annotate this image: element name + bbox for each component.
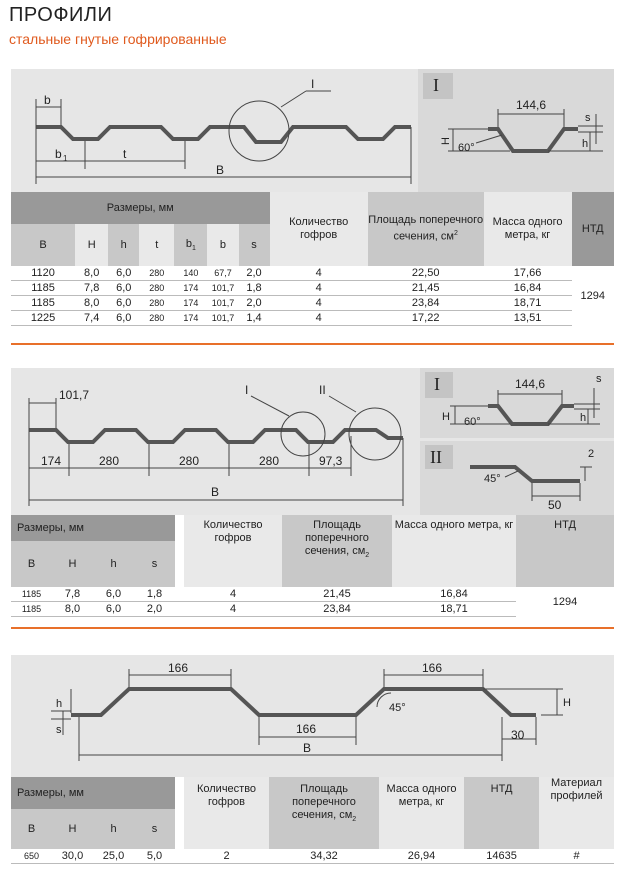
area-header: Площадь поперечного сечения, $см_2$ (269, 777, 379, 849)
detail-H: H (440, 137, 452, 145)
detail-width: 144,6 (516, 98, 547, 112)
col-s: s (134, 541, 175, 587)
sizes-header: Размеры, мм (11, 777, 175, 809)
table-row: 1225 7,4 6,0 280 174 101,7 1,4 4 17,22 13,51 (11, 311, 614, 326)
detail-width: 144,6 (515, 377, 546, 391)
profile-outline (36, 127, 411, 142)
col-H: H (52, 541, 93, 587)
spec-table-3 (11, 777, 614, 864)
profile-section-1 (11, 69, 614, 347)
dim-280-c: 280 (259, 454, 280, 468)
profile-section-2 (11, 368, 614, 630)
detail-height: 2 (588, 448, 595, 460)
col-h: h (93, 541, 134, 587)
profile-outline (29, 430, 403, 442)
table-row: 1185 8,0 6,0 2,0 4 23,84 18,71 (11, 602, 614, 617)
dim-s: s (56, 724, 62, 736)
spec-table-2 (11, 515, 614, 617)
ntd-value: 1294 (552, 595, 578, 608)
count-header: Количество гофров (184, 515, 282, 587)
mass-header: Масса одного метра, кг (379, 777, 464, 849)
detail-label-1: I (434, 374, 440, 394)
profile-drawing-3 (11, 655, 614, 777)
page-title: ПРОФИЛИ (9, 4, 113, 26)
col-H: H (75, 224, 108, 266)
dim-B: B (303, 741, 312, 755)
dim-t: t (123, 147, 127, 161)
dim-174: 174 (41, 454, 62, 468)
detail-s: s (596, 373, 602, 385)
dim-97-3: 97,3 (319, 454, 343, 468)
table-row: 650 30,0 25,0 5,0 2 34,32 26,94 14635 # (11, 849, 614, 864)
col-s: s (239, 224, 270, 266)
col-B: B (11, 541, 52, 587)
table-row: 1120 8,0 6,0 280 140 67,7 2,0 4 22,50 17,66 1294 (11, 266, 614, 281)
dim-b: b (44, 93, 51, 107)
sizes-header: Размеры, мм (11, 192, 270, 224)
dim-280-b: 280 (179, 454, 200, 468)
section-divider (11, 343, 614, 345)
spacer-cell (175, 515, 184, 587)
mass-header: Массa одного метра, кг (484, 192, 572, 266)
detail-drawing-1 (418, 69, 614, 192)
detail-length: 50 (548, 498, 562, 512)
count-header: Количество гофров (270, 192, 368, 266)
detail-angle: 60° (458, 142, 475, 154)
dim-280-a: 280 (99, 454, 120, 468)
dim-166-c: 166 (296, 722, 317, 736)
sizes-header: Размеры, мм (11, 515, 175, 541)
area-header: Площадь поперечного сечения, $см_2$ (282, 515, 392, 587)
callout-I: I (245, 383, 249, 397)
detail-label: I (433, 75, 439, 95)
table-row: 1185 8,0 6,0 280 174 101,7 2,0 4 23,84 18,71 (11, 296, 614, 311)
col-s: s (134, 809, 175, 849)
detail-drawing-2b (420, 441, 614, 515)
dim-B: B (211, 485, 220, 499)
dim-b1: b (55, 147, 62, 161)
area-header: Площадь поперечного сечения, $см^2$ (368, 192, 484, 266)
spec-table-1 (11, 192, 614, 326)
col-B: B (11, 224, 75, 266)
col-b1: $b_1$ (174, 224, 207, 266)
col-B: B (11, 809, 52, 849)
spacer-cell (175, 777, 184, 849)
detail-angle: 45° (484, 473, 501, 485)
dim-166-a: 166 (168, 661, 189, 675)
count-header: Количество гофров (184, 777, 269, 849)
col-h: h (108, 224, 139, 266)
dim-h: h (56, 698, 63, 710)
detail-h: h (580, 412, 587, 424)
col-H: H (52, 809, 93, 849)
callout-II: II (319, 383, 326, 397)
dim-101-7: 101,7 (59, 388, 90, 402)
profile-drawing-2 (11, 368, 421, 515)
callout-I: I (311, 77, 315, 91)
profile-outline (71, 689, 536, 715)
dim-b1-sub: 1 (63, 154, 68, 163)
detail-H: H (442, 411, 450, 423)
mass-header: Масса одного метра, кг (392, 515, 516, 587)
dim-H: H (563, 697, 571, 709)
dim-B: B (216, 163, 225, 177)
ntd-header: НТД (572, 192, 614, 266)
col-t: t (139, 224, 174, 266)
page-subtitle: стальные гнутые гофрированные (9, 31, 227, 47)
col-h: h (93, 809, 134, 849)
table-row: 1185 7,8 6,0 1,8 4 21,45 16,84 1294 (11, 587, 614, 602)
section-divider (11, 627, 614, 629)
ntd-header: НТД (464, 777, 539, 849)
detail-label-2: II (430, 447, 442, 467)
material-header: Материал профилей (539, 777, 614, 849)
detail-h: h (582, 138, 589, 150)
profile-section-3 (11, 655, 614, 885)
table-row: 1185 7,8 6,0 280 174 101,7 1,8 4 21,45 16,84 (11, 281, 614, 296)
detail-drawing-2a (420, 368, 614, 438)
dim-30: 30 (511, 728, 525, 742)
dim-166-b: 166 (422, 661, 443, 675)
profile-drawing-1 (11, 69, 421, 192)
dim-angle: 45° (389, 702, 406, 714)
ntd-header: НТД (516, 515, 614, 587)
detail-s: s (585, 112, 591, 124)
col-b: b (207, 224, 238, 266)
detail-angle: 60° (464, 416, 481, 428)
ntd-value: 1294 (580, 289, 605, 302)
